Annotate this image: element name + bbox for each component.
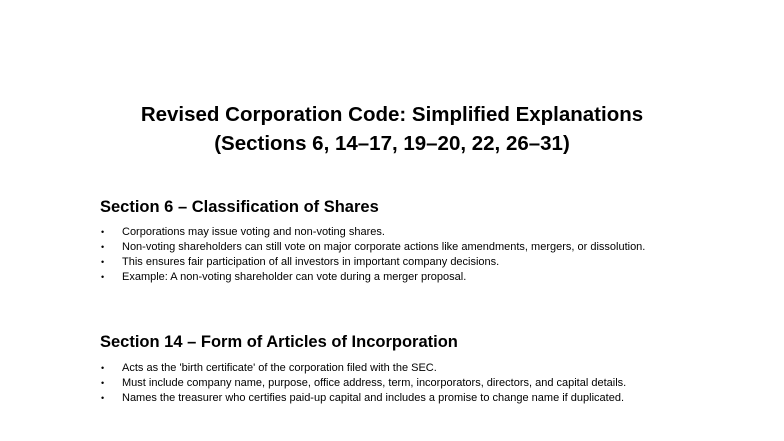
list-item — [100, 391, 680, 406]
list-item — [100, 255, 680, 270]
list-item-text: Corporations may issue voting and non-voting shares. — [122, 226, 385, 238]
list-item-text: Names the treasurer who certifies paid-up capital and includes a promise to change name if duplicated. — [122, 392, 624, 404]
list-item — [100, 270, 680, 285]
bullet-list — [100, 361, 680, 406]
document-title-line-1: Revised Corporation Code: Simplified Explanations — [140, 103, 644, 126]
bullet-icon: • — [101, 378, 105, 388]
list-item-text: Must include company name, purpose, office address, term, incorporators, directors, and capital details. — [122, 377, 627, 389]
document-title-line-2: (Sections 6, 14–17, 19–20, 22, 26–31) — [214, 132, 570, 155]
bullet-icon: • — [101, 272, 105, 282]
document-title — [0, 100, 784, 158]
bullet-icon: • — [101, 393, 105, 403]
section-heading: Section 6 – Classification of Shares — [100, 198, 379, 216]
bullet-list — [100, 225, 680, 285]
section-6 — [100, 197, 680, 285]
list-item — [100, 361, 680, 376]
section-heading: Section 14 – Form of Articles of Incorporation — [100, 333, 458, 351]
list-item — [100, 225, 680, 240]
bullet-icon: • — [101, 242, 105, 252]
list-item-text: Non-voting shareholders can still vote on major corporate actions like amendments, mergers, or dissolution. — [122, 241, 646, 253]
bullet-icon: • — [101, 363, 105, 373]
section-14 — [100, 332, 680, 406]
bullet-icon: • — [101, 257, 105, 267]
list-item — [100, 240, 680, 255]
list-item-text: Acts as the 'birth certificate' of the corporation filed with the SEC. — [122, 362, 437, 374]
list-item — [100, 376, 680, 391]
list-item-text: Example: A non-voting shareholder can vote during a merger proposal. — [122, 271, 467, 283]
list-item-text: This ensures fair participation of all investors in important company decisions. — [122, 256, 500, 268]
bullet-icon: • — [101, 227, 105, 237]
